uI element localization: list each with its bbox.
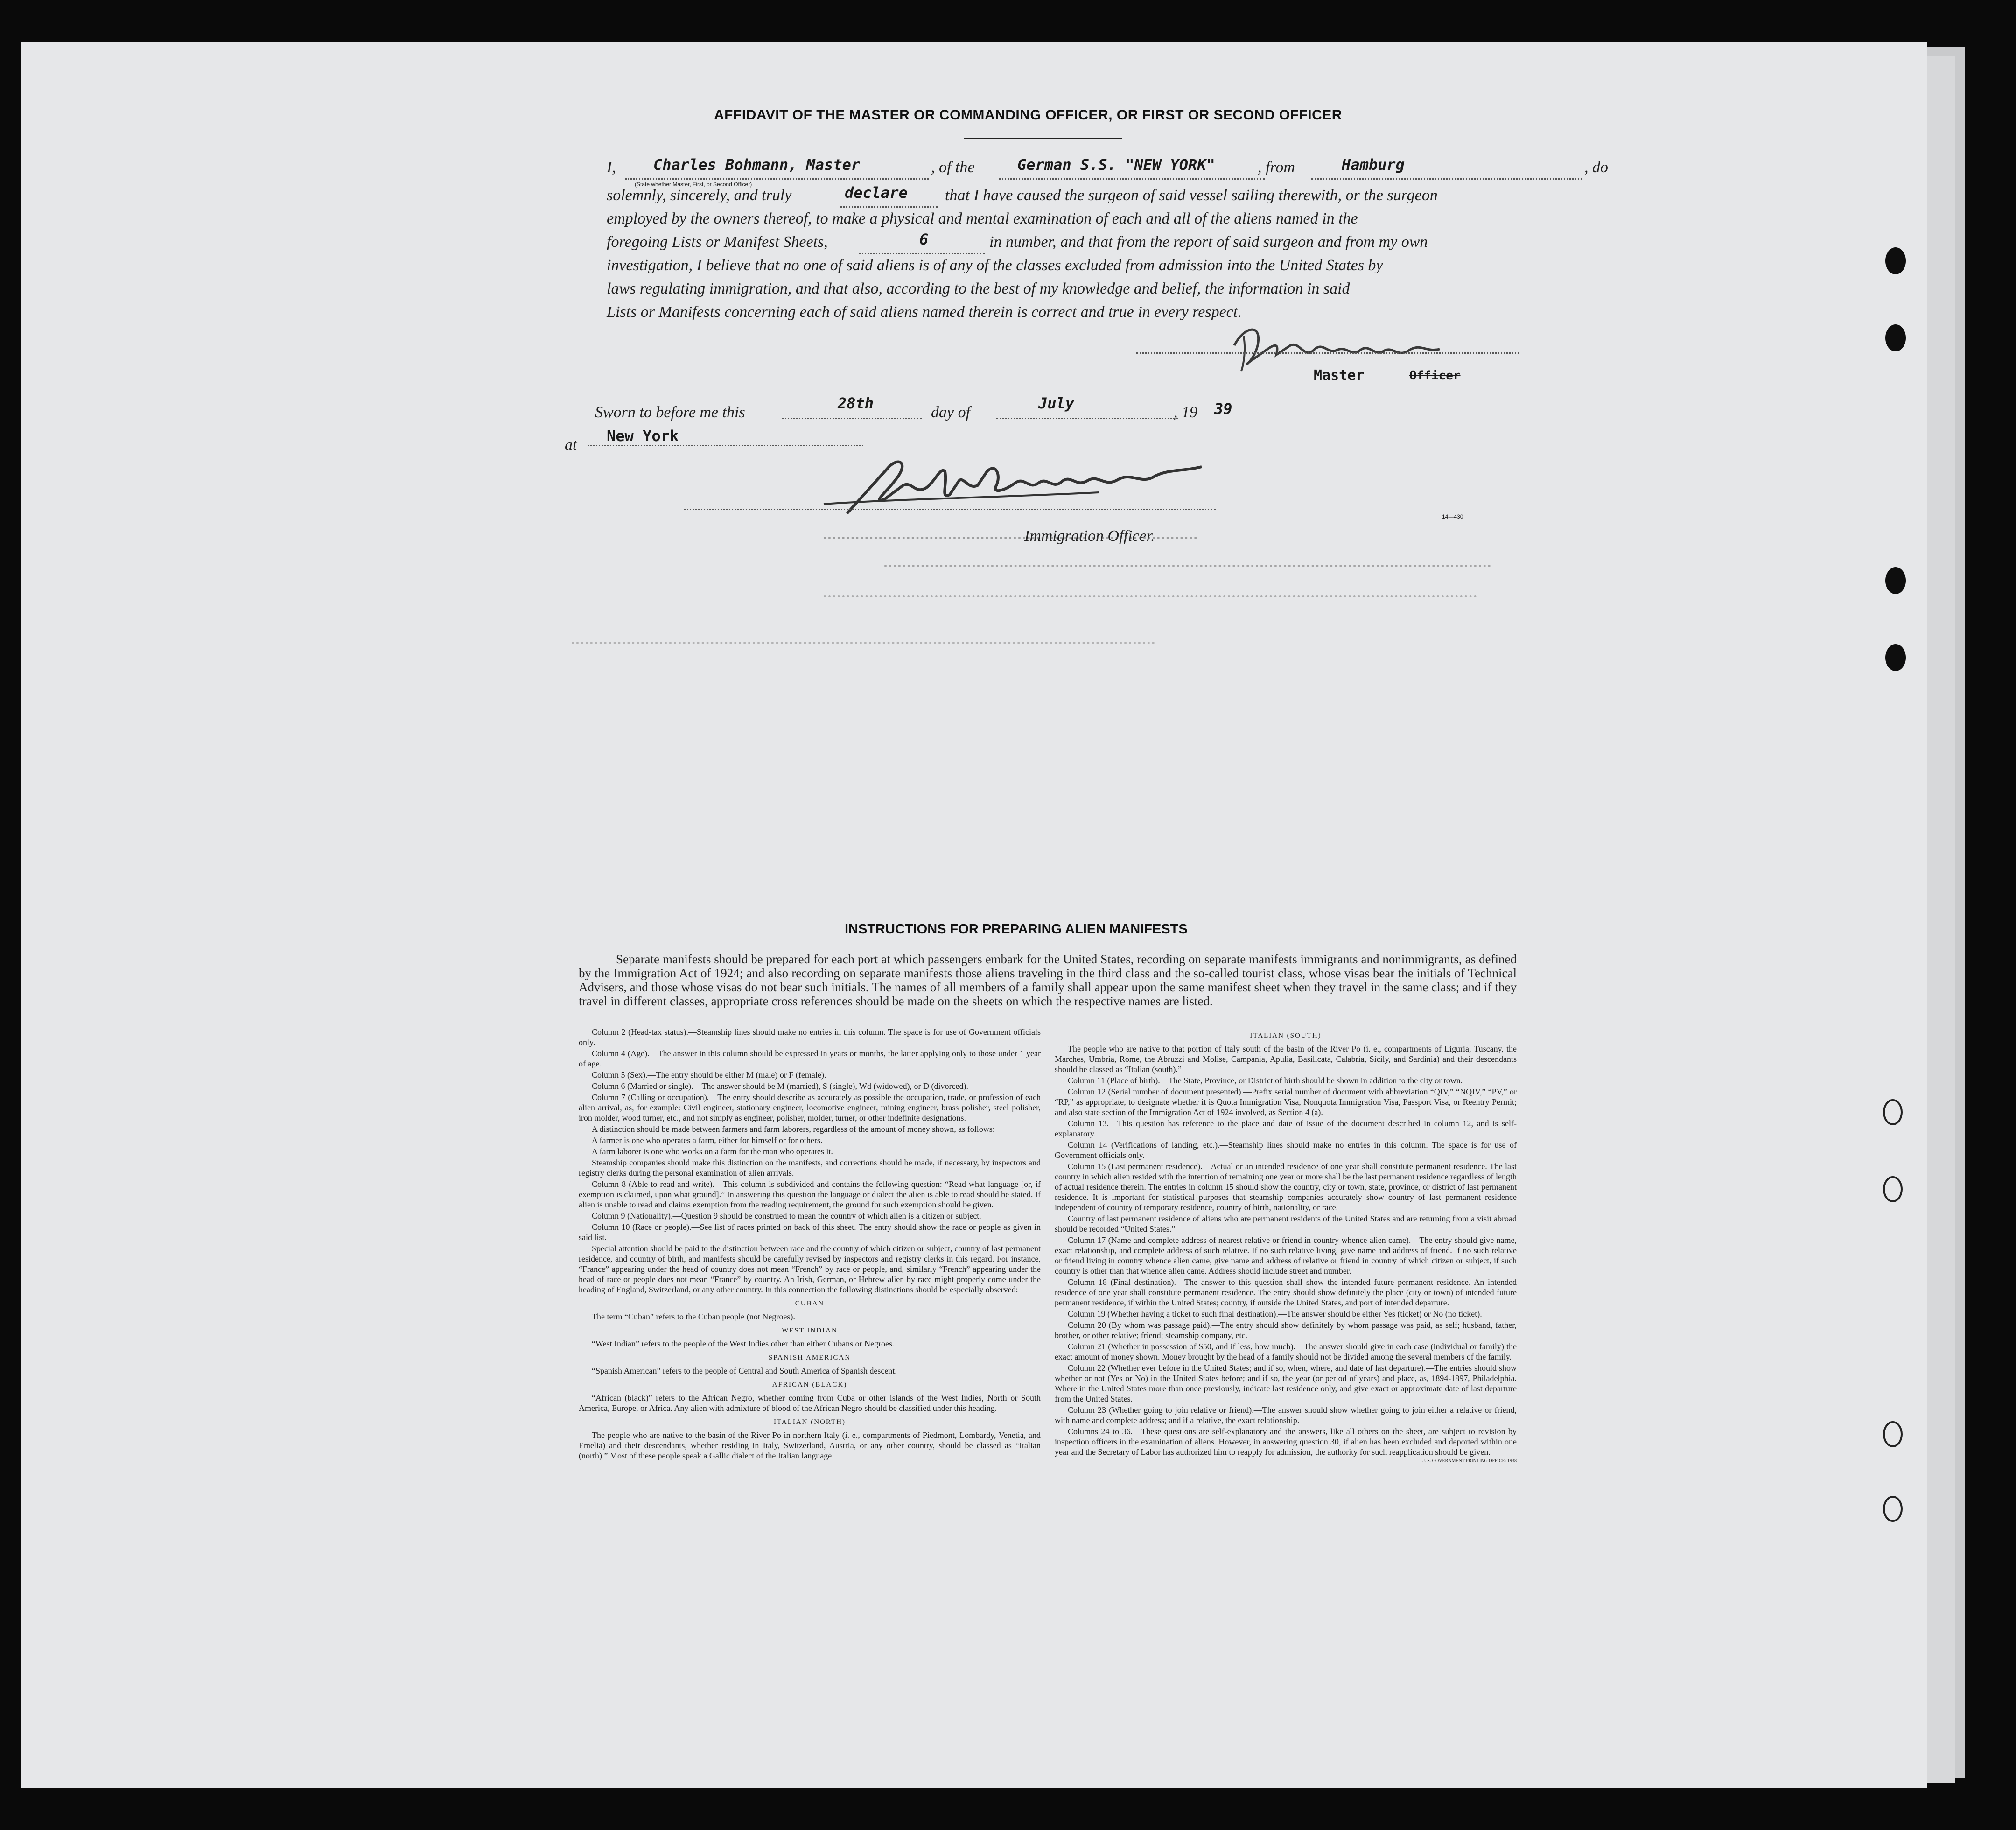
sworn-line: Sworn to before me this 28th day of July , 19 39 <box>595 394 1232 421</box>
punch-hole-ring <box>1883 1176 1903 1202</box>
right-paragraph: Column 21 (Whether in possession of $50, and if less, how much).—The answer should give in each case (individual or family) the exact amount of money shown. Money brought by the head of a family should not be divided among the several members of the family. <box>1055 1342 1517 1361</box>
right-paragraph: Column 15 (Last permanent residence).—Actual or an intended residence of one year shall constitute permanent residence. The last country in which alien resided with the intention of remaining one year or more shall be the last permanent residence regardless of length of actual residence therein. The entries in column 15 should show the country, city or town, state, province, or district of last permanent residence. It is important for statistical purposes that steamship companies accurately show country of last permanent residence independent of country of temporary residence, country of birth, nationality, or race. <box>1055 1162 1517 1212</box>
vessel-value: German S.S. "NEW YORK" <box>1017 156 1215 174</box>
punch-hole-ring <box>1883 1099 1903 1125</box>
instructions-left-column <box>579 1027 1041 1462</box>
port-value: Hamburg <box>1342 156 1405 174</box>
affidavit-line-4: foregoing Lists or Manifest Sheets, 6 in number, and that from the report of said surgeon and from my own <box>607 233 828 251</box>
left-paragraph: Column 7 (Calling or occupation).—The entry should describe as accurately as possible the occupation, trade, or profession of each alien arrival, as, for example: Civil engineer, stationary engineer, locomotive engineer, mining engineer, brass polisher, steel polisher, iron molder, wood turner, etc., and not simply as engineer, polisher, molder, turner, or other indefinite designations. <box>579 1093 1041 1122</box>
affidavit-title: AFFIDAVIT OF THE MASTER OR COMMANDING OFFICER, OR FIRST OR SECOND OFFICER <box>714 107 1342 123</box>
left-paragraph: Column 5 (Sex).—The entry should be either M (male) or F (female). <box>592 1070 826 1080</box>
punch-hole-ring <box>1883 1421 1903 1447</box>
right-paragraph: Column 12 (Serial number of document presented).—Prefix serial number of document with abbreviation “QIV,” “NQIV,” “PV,” or “RP,” as appropriate, to designate whether it is Quota Immigration Visa, Nonquota Immigration Visa, Passport Visa, or Reentry Permit; and also state section of the Immigration Act of 1924 involved, as Section 4 (a). <box>1055 1087 1517 1117</box>
punch-hole <box>1885 247 1906 274</box>
section-text: “African (black)” refers to the African Negro, whether coming from Cuba or other islands of the West Indies, North or South America, Europe, or Africa. Any alien with admixture of blood of the African Negro should be classified under this heading. <box>579 1393 1041 1413</box>
document-page <box>21 42 1927 1788</box>
affidavit-line-2: solemnly, sincerely, and truly declare that I have caused the surgeon of said vessel sailing therewith, or the surgeon <box>607 187 791 204</box>
left-paragraph: Steamship companies should make this distinction on the manifests, and corrections should be made, if necessary, by inspectors and registry clerks during the personal examination of alien arrivals. <box>579 1158 1041 1178</box>
affidavit-line-6: laws regulating immigration, and that also, according to the best of my knowledge and belief, the information in said <box>607 280 1350 297</box>
title-rule <box>964 138 1122 139</box>
right-paragraph: Column 23 (Whether going to join relative or friend).—The answer should show whether going to join either a relative or friend, with name and complete address; and if a relative, the exact relationship. <box>1055 1405 1517 1425</box>
instructions-title: INSTRUCTIONS FOR PREPARING ALIEN MANIFESTS <box>845 922 1188 937</box>
left-paragraph: Column 9 (Nationality).—Question 9 should be construed to mean the country of which alien is a citizen or subject. <box>592 1211 981 1220</box>
sheets-count-value: 6 <box>919 231 929 248</box>
affidavit-line-7: Lists or Manifests concerning each of said aliens named therein is correct and true in every respect. <box>607 303 1242 321</box>
right-paragraph: Column 17 (Name and complete address of nearest relative or friend in country whence alien came).—The entry should give name, exact relationship, and complete address of such relative. If no such relative living, give name and address of friend. If no such relative or friend living in country whence alien came, give name and address of relative or friend in country of which citizen or subject, if such country is other than that whence alien came. Address should include street and number. <box>1055 1235 1517 1276</box>
struck-officer-label: Officer <box>1409 369 1461 383</box>
right-paragraph: Columns 24 to 36.—These questions are self-explanatory and the answers, like all others on the sheet, are subject to revision by inspection officers in the examination of aliens. However, in answering question 30, if alien has been excluded and deported within one year and the Secretary of Labor has authorized him to reapply for admission, the authority for such reapplication should be given. <box>1055 1427 1517 1457</box>
right-paragraph: Column 11 (Place of birth).—The State, Province, or District of birth should be shown in addition to the city or town. <box>1068 1076 1463 1085</box>
place-value: New York <box>607 427 679 445</box>
affidavit-line-3: employed by the owners thereof, to make a physical and mental examination of each and all of the aliens named in the <box>607 210 1358 227</box>
right-paragraph: Column 14 (Verifications of landing, etc.).—Steamship lines should make no entries in this column. The space is for use of Government officials only. <box>1055 1140 1517 1160</box>
right-paragraph: Country of last permanent residence of aliens who are permanent residents of the United States and are returning from a visit abroad should be recorded “United States.” <box>1055 1214 1517 1234</box>
left-paragraph: Special attention should be paid to the distinction between race and the country of which citizen or subject, country of last permanent residence, and country of birth, and manifests should be carefully revised by inspectors and registry clerks in this regard. For instance, “France” appearing under the head of country does not mean “French” by race or people, and, similarly “French” appearing under the head of race or people does not mean “France” by country. An Irish, German, or Hebrew alien by race might properly come under the heading of England, Switzerland, or any other country. In this connection the following distinctions should be especially observed: <box>579 1244 1041 1294</box>
pronoun-i: I, <box>607 159 616 176</box>
section-heading: WEST INDIAN <box>782 1327 838 1334</box>
officer-label: Immigration Officer. <box>1024 527 1155 545</box>
punch-hole-ring <box>1883 1496 1903 1522</box>
right-paragraph: Column 19 (Whether having a ticket to such final destination).—The answer should be either Yes (ticket) or No (no ticket). <box>1068 1309 1482 1318</box>
left-paragraph: A distinction should be made between farmers and farm laborers, regardless of the amount of money shown, as follows: <box>592 1124 995 1134</box>
officer-signature <box>819 448 1225 518</box>
punch-hole <box>1885 567 1906 594</box>
printer-note: U. S. GOVERNMENT PRINTING OFFICE: 1938 <box>1421 1458 1517 1464</box>
section-heading: CUBAN <box>795 1300 825 1307</box>
left-paragraph: Column 6 (Married or single).—The answer should be M (married), S (single), Wd (widowed), or D (divorced). <box>592 1081 968 1091</box>
year-value: 39 <box>1214 400 1232 418</box>
officer-line <box>684 509 1216 510</box>
section-heading: ITALIAN (NORTH) <box>773 1418 846 1426</box>
section-text: The term “Cuban” refers to the Cuban people (not Negroes). <box>592 1312 795 1321</box>
section-text: “West Indian” refers to the people of the West Indies other than either Cubans or Negroes. <box>592 1339 895 1348</box>
right-paragraph: Column 13.—This question has reference to the place and date of issue of the document described in column 12, and is self-explanatory. <box>1055 1119 1517 1138</box>
place-line <box>588 445 863 446</box>
of-the-label: , of the <box>931 159 975 176</box>
section-text: The people who are native to the basin of the River Po in northern Italy (i. e., compartments of Piedmont, Lombardy, Venetia, and Emelia) and their descendants, whether residing in Italy, Switzerland, Austria, or any other country, should be classed as “Italian (north).” Most of these people speak a Gallic dialect of the Italian language. <box>579 1430 1041 1460</box>
role-hint: (State whether Master, First, or Second Officer) <box>635 181 752 188</box>
day-value: 28th <box>838 394 874 412</box>
do-label: , do <box>1584 159 1608 176</box>
left-paragraph: Column 4 (Age).—The answer in this column should be expressed in years or months, the latter applying only to those under 1 year of age. <box>579 1049 1041 1068</box>
from-label: , from <box>1258 159 1295 176</box>
section-heading: ITALIAN (SOUTH) <box>1250 1032 1322 1039</box>
left-paragraph: Column 8 (Able to read and write).—This column is subdivided and contains the following question: “Read what language [or, if exemption is claimed, upon what ground].” In answering this question the language or dialect the alien is able to read should be stated. If alien is unable to read and claims exemption from the reading requirement, the ground for such exemption should be given. <box>579 1179 1041 1209</box>
left-paragraph: Column 10 (Race or people).—See list of races printed on back of this sheet. The entry should show the race or people as given in said list. <box>579 1222 1041 1242</box>
section-heading: SPANISH AMERICAN <box>768 1354 851 1361</box>
punch-hole <box>1885 644 1906 671</box>
right-paragraph: Column 18 (Final destination).—The answer to this question shall show the intended future permanent residence. An intended residence of one year shall constitute permanent residence. The entry should show definitely the place (city or town) of intended future permanent residence, if within the United States; country, if outside the United States, and port of intended departure. <box>1055 1277 1517 1307</box>
instructions-intro: Separate manifests should be prepared for each port at which passengers embark for the United States, recording on separate manifests immigrants and nonimmigrants, as defined by the Immigration Act of 1924; and also recording on separate manifests those aliens traveling in the third class and the so-called tourist class, whose visas bear the initials of Technical Advisers, and those whose visas do not bear such initials. The names of all members of a family shall appear upon the same manifest sheet when they travel in the same class; and if they travel in different classes, appropriate cross references should be made on the sheets on which the respective names are listed. <box>579 952 1517 1008</box>
left-paragraph: Column 2 (Head-tax status).—Steamship lines should make no entries in this column. The space is for use of Government officials only. <box>579 1027 1041 1047</box>
punch-hole <box>1885 324 1906 351</box>
affidavit-line-5: investigation, I believe that no one of said aliens is of any of the classes excluded from admission into the United States by <box>607 257 1383 274</box>
right-paragraph: The people who are native to that portion of Italy south of the basin of the River Po (i. e., compartments of Liguria, Tuscany, the Marches, Umbria, Rome, the Abruzzi and Molise, Campania, Apulia, Basilicata, Calabria, Sicily, and Sardinia) and their descendants should be classed as “Italian (south).” <box>1055 1044 1517 1074</box>
at-label: at <box>565 436 577 454</box>
left-paragraph: A farmer is one who operates a farm, either for himself or for others. <box>592 1136 823 1145</box>
section-heading: AFRICAN (BLACK) <box>772 1381 847 1388</box>
form-number: 14—430 <box>1442 513 1463 520</box>
master-signature <box>1225 317 1524 378</box>
signature-line <box>1136 352 1519 354</box>
master-name-value: Charles Bohmann, Master <box>653 156 861 174</box>
left-paragraph: A farm laborer is one who works on a farm for the man who operates it. <box>592 1147 833 1156</box>
right-paragraph: Column 20 (By whom was passage paid).—The entry should show definitely by whom passage was paid, as self; husband, father, brother, or other relative; friend; steamship company, etc. <box>1055 1320 1517 1340</box>
month-value: July <box>1038 394 1075 412</box>
affidavit-line-1 <box>607 156 1608 176</box>
instructions-right-column <box>1055 1027 1517 1466</box>
right-paragraph: Column 22 (Whether ever before in the United States; and if so, when, where, and date of last departure).—The entries should show whether or not (Yes or No) in the United States before; and if so, the year (or period of years) and place, as, 1894-1897, Philadelphia. Where in the United States more than once previously, indicate last residence only, and give exact or approximate date of last departure from the United States. <box>1055 1363 1517 1403</box>
section-text: “Spanish American” refers to the people of Central and South America of Spanish descent. <box>592 1366 897 1375</box>
master-label: Master <box>1314 367 1365 384</box>
declare-value: declare <box>845 184 908 202</box>
